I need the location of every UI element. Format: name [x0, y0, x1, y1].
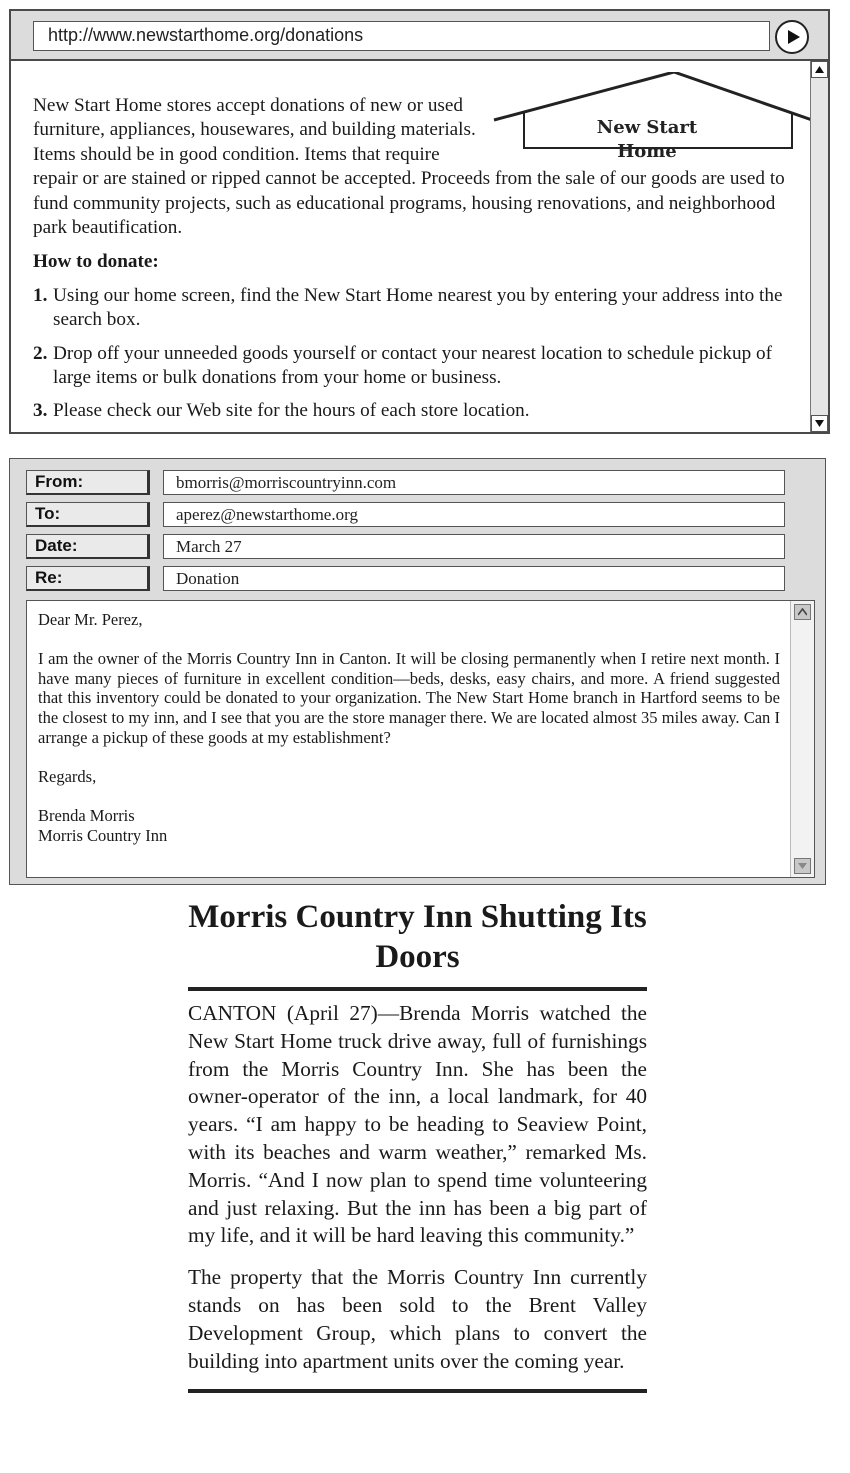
email-greeting: Dear Mr. Perez, [38, 610, 143, 629]
message-scrollbar[interactable] [790, 601, 814, 877]
logo-text: New Start Home [596, 117, 698, 163]
new-start-home-logo [492, 72, 812, 163]
step-number: 3. [33, 400, 48, 422]
article-paragraph: The property that the Morris Country Inn currently stands on has been sold to the Brent Valley Development Group, which plans to convert the building into apartment units over the coming year. [188, 1265, 647, 1373]
to-field[interactable]: aperez@newstarthome.org [163, 502, 785, 527]
date-label: Date: [26, 534, 150, 559]
scroll-up-arrow-icon[interactable] [811, 61, 828, 78]
subject-label: Re: [26, 566, 150, 591]
article-bottom-rule [188, 1389, 647, 1393]
donations-page-content [11, 61, 812, 432]
scroll-up-arrow-icon[interactable] [794, 604, 811, 620]
how-to-donate-heading: How to donate: [33, 251, 159, 273]
step-number: 1. [33, 284, 48, 306]
scroll-down-arrow-icon[interactable] [811, 415, 828, 432]
article-body [188, 991, 647, 1375]
article-headline: Morris Country Inn Shutting Its Doors [188, 897, 647, 991]
email-message-body[interactable] [26, 600, 815, 878]
list-item [33, 284, 812, 333]
email-signature-org: Morris Country Inn [38, 825, 168, 845]
donation-intro-text: New Start Home stores accept donations of new or used furniture, appliances, housewares, and building materials. Items should be in good condition. Items that require repair or are stained or ripped cannot be accepted. Proceeds from the sale of our goods are used to fund community projects, such as educational programs, housing renovations, and neighborhood park beautification. [33, 95, 785, 239]
email-window [9, 458, 826, 885]
from-label: From: [26, 470, 150, 495]
step-number: 2. [33, 342, 48, 364]
step-text: Please check our Web site for the hours of each store location. [53, 400, 530, 422]
subject-row [26, 566, 796, 592]
email-closing: Regards, [38, 766, 97, 786]
email-body-text: I am the owner of the Morris Country Inn in Canton. It will be closing permanently when I retire next month. I have many pieces of furniture in excellent condition—beds, desks, easy chairs, and more. A friend suggested that this inventory could be donated to your organization. The New Start Home branch in Hartford seems to be the closest to my inn, and I see that you are the store manager there. We are located almost 35 miles away. Can I arrange a pickup of these goods at my establishment? [38, 649, 780, 747]
donation-steps-list [33, 284, 812, 424]
step-text: Using our home screen, find the New Start Home nearest you by entering your address into the search box. [53, 284, 783, 331]
scroll-down-arrow-icon[interactable] [794, 858, 811, 874]
from-row [26, 470, 796, 496]
news-article [188, 897, 647, 1393]
browser-address-bar [11, 11, 828, 61]
step-text: Drop off your unneeded goods yourself or contact your nearest location to schedule pickup of large items or bulk donations from your home or business. [53, 342, 772, 389]
to-label: To: [26, 502, 150, 527]
list-item [33, 342, 812, 391]
article-paragraph: CANTON (April 27)—Brenda Morris watched the New Start Home truck drive away, full of furnishings from the Morris Country Inn. She has been the owner-operator of the inn, a local landmark, for 40 years. “I am happy to be heading to Seaview Point, with its beaches and warm weather,” remarked Ms. Morris. “And I now plan to spend time volunteering and just relaxing. But the inn has been a big part of my life, and it will be hard leaving this community.” [188, 1001, 647, 1248]
subject-field[interactable]: Donation [163, 566, 785, 591]
to-row [26, 502, 796, 528]
go-button[interactable] [775, 20, 809, 54]
browser-window [9, 9, 830, 434]
date-field[interactable]: March 27 [163, 534, 785, 559]
from-field[interactable]: bmorris@morriscountryinn.com [163, 470, 785, 495]
page-scrollbar[interactable] [810, 61, 828, 432]
date-row [26, 534, 796, 560]
url-field[interactable]: http://www.newstarthome.org/donations [33, 21, 770, 51]
play-arrow-icon [787, 30, 801, 44]
email-signature-name: Brenda Morris [38, 805, 135, 825]
list-item [33, 399, 812, 423]
